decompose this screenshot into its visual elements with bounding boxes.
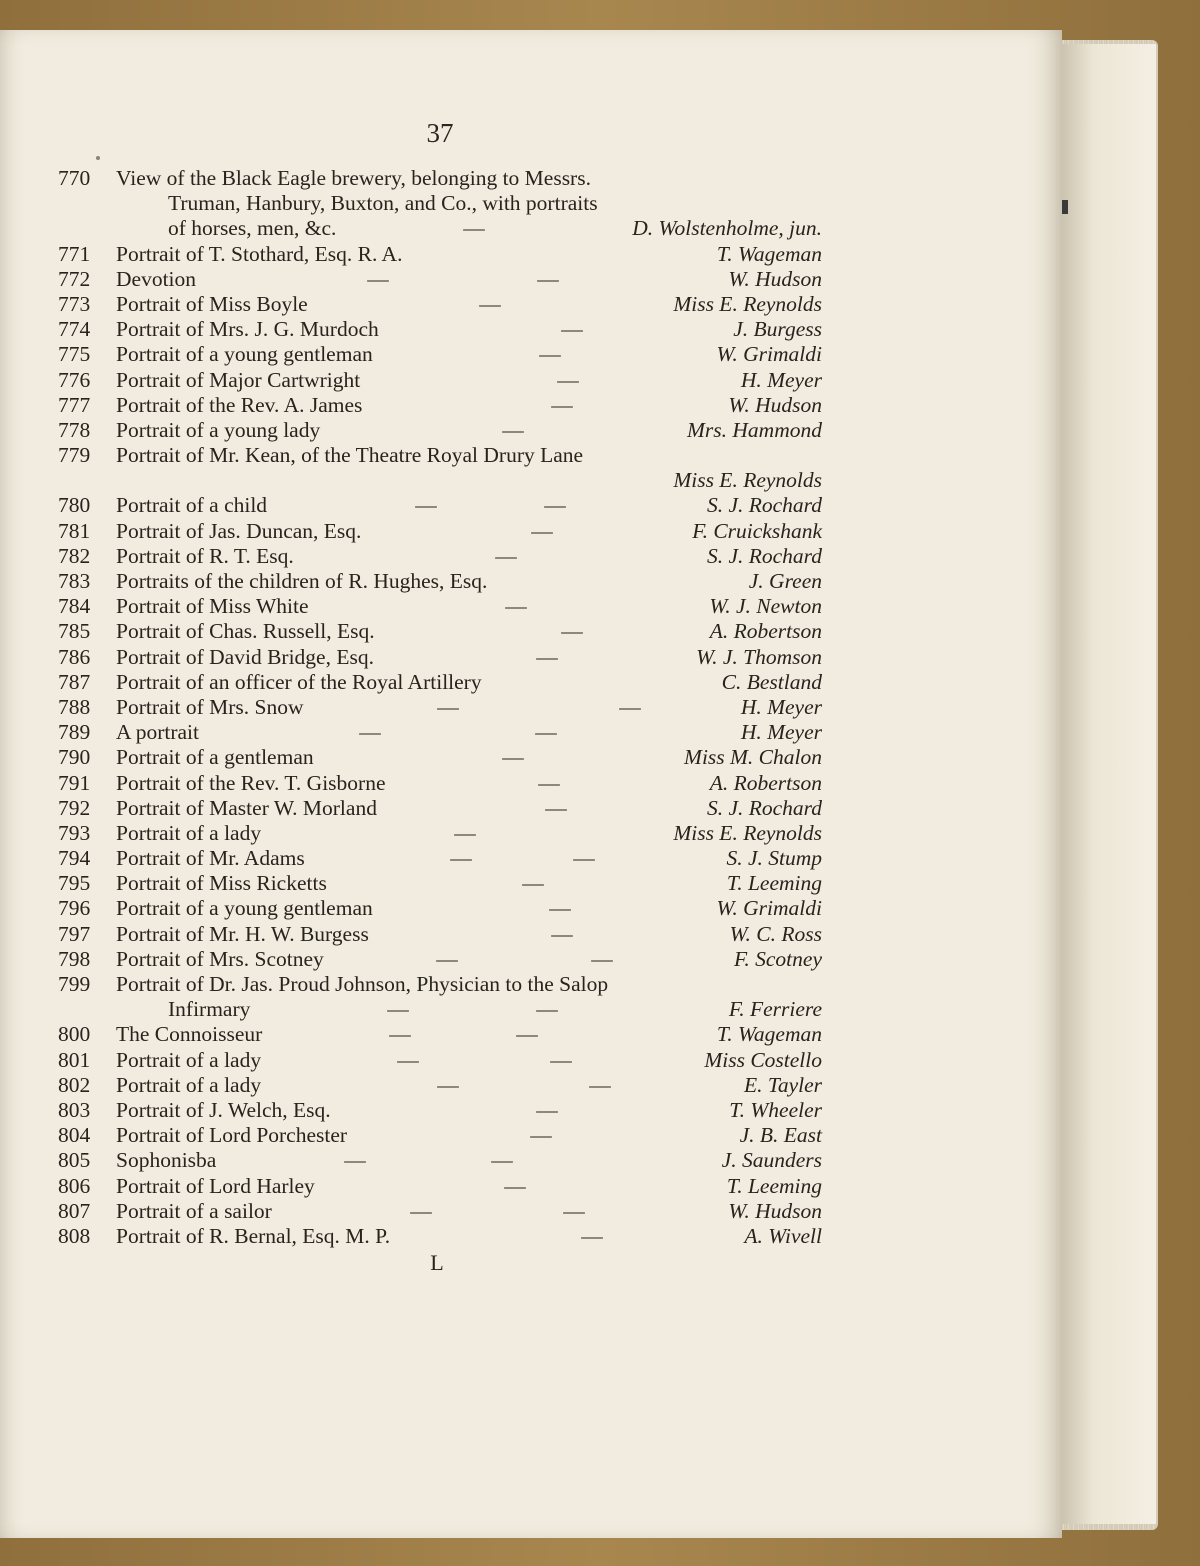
catalogue-entry: [0, 1224, 1062, 1249]
entry-artist: S. J. Stump: [726, 846, 822, 871]
entry-number: 784: [58, 594, 91, 619]
entry-title: Portrait of a young gentleman: [116, 896, 373, 921]
entry-number: 803: [58, 1097, 91, 1122]
entry-dash: —: [387, 997, 409, 1022]
entry-title: of horses, men, &c.: [168, 216, 337, 241]
catalogue-entry: [0, 317, 1062, 342]
entry-dash: —: [516, 1022, 538, 1047]
entry-artist: T. Wheeler: [729, 1097, 822, 1122]
entry-dash: —: [619, 694, 641, 719]
entry-dash: —: [530, 1123, 552, 1148]
entry-dash: —: [545, 795, 567, 820]
entry-dash: —: [504, 1173, 526, 1198]
entry-number: 774: [58, 317, 91, 342]
entry-dash: —: [502, 745, 524, 770]
catalogue-entry: [0, 519, 1062, 544]
entry-number: 806: [58, 1173, 91, 1198]
entry-number: 808: [58, 1223, 91, 1248]
entry-dash: —: [551, 392, 573, 417]
entry-artist: T. Leeming: [726, 871, 822, 896]
entry-title: Sophonisba: [116, 1148, 217, 1173]
entry-number: 792: [58, 795, 91, 820]
catalogue-entry: [0, 342, 1062, 367]
page-number: 37: [426, 118, 454, 148]
entry-artist: J. Saunders: [721, 1148, 822, 1173]
catalogue-entry: [0, 645, 1062, 670]
entry-number: 793: [58, 820, 91, 845]
entry-dash: —: [505, 594, 527, 619]
entry-artist: W. J. Thomson: [696, 644, 822, 669]
entry-title: Portrait of Major Cartwright: [116, 367, 361, 392]
entry-title: Truman, Hanbury, Buxton, and Co., with portraits: [168, 191, 598, 216]
entry-number: 807: [58, 1198, 91, 1223]
entry-dash: —: [531, 518, 553, 543]
entry-title: Portrait of Miss Ricketts: [116, 871, 327, 896]
entry-number: 776: [58, 367, 91, 392]
printer-signature: L: [430, 1250, 444, 1275]
entry-dash: —: [344, 1148, 366, 1173]
entry-number: 775: [58, 342, 91, 367]
entry-dash: —: [450, 846, 472, 871]
entry-number: 802: [58, 1072, 91, 1097]
catalogue-entry: [0, 493, 1062, 518]
entry-number: 771: [58, 241, 91, 266]
entry-dash: —: [359, 720, 381, 745]
entry-number: 786: [58, 644, 91, 669]
entry-artist: W. J. Newton: [709, 594, 822, 619]
entry-artist: T. Wageman: [716, 1022, 822, 1047]
entry-title: Portrait of an officer of the Royal Artillery: [116, 669, 482, 694]
entry-artist: W. Grimaldi: [716, 896, 822, 921]
entry-title: Portrait of T. Stothard, Esq. R. A.: [116, 241, 403, 266]
entry-number: 780: [58, 493, 91, 518]
entry-artist: S. J. Rochard: [706, 795, 822, 820]
entry-number: 795: [58, 871, 91, 896]
entry-dash: —: [557, 367, 579, 392]
entry-title: Portrait of a lady: [116, 1072, 262, 1097]
catalogue-entry: [0, 972, 1062, 997]
entry-dash: —: [536, 644, 558, 669]
entry-number: 781: [58, 518, 91, 543]
catalogue-entry: [0, 796, 1062, 821]
catalogue-entry: [0, 922, 1062, 947]
entry-title: View of the Black Eagle brewery, belonging to Messrs.: [116, 166, 591, 190]
entry-number: 798: [58, 946, 91, 971]
entry-dash: —: [522, 871, 544, 896]
entry-title: Portrait of Mrs. Scotney: [116, 946, 324, 971]
entry-dash: —: [410, 1198, 432, 1223]
entry-title: Portrait of Miss Boyle: [116, 291, 308, 316]
entry-number: 794: [58, 846, 91, 871]
entry-number: 791: [58, 770, 91, 795]
catalogue-entry: [0, 1048, 1062, 1073]
entry-artist: Miss E. Reynolds: [673, 820, 822, 845]
entry-dash: —: [561, 619, 583, 644]
entry-artist: Miss E. Reynolds: [673, 468, 822, 493]
entry-number: 773: [58, 291, 91, 316]
entry-artist: Miss M. Chalon: [684, 745, 822, 770]
catalogue-entry: [0, 166, 1062, 191]
entry-dash: —: [397, 1047, 419, 1072]
entry-number: 770: [58, 166, 91, 190]
catalogue-entries: [0, 166, 1062, 1249]
entry-title: Portrait of Mr. Kean, of the Theatre Royal Drury Lane: [116, 443, 584, 468]
catalogue-entry: [0, 468, 1062, 493]
entry-artist: A. Wivell: [744, 1223, 822, 1248]
entry-dash: —: [415, 493, 437, 518]
entry-title: Portrait of J. Welch, Esq.: [116, 1097, 331, 1122]
entry-dash: —: [536, 997, 558, 1022]
entry-title: Portrait of a lady: [116, 1047, 262, 1072]
entry-dash: —: [436, 946, 458, 971]
entry-number: 797: [58, 921, 91, 946]
catalogue-entry: [0, 1174, 1062, 1199]
catalogue-entry: [0, 896, 1062, 921]
catalogue-entry: [0, 569, 1062, 594]
entry-number: 772: [58, 266, 91, 291]
entry-number: 777: [58, 392, 91, 417]
catalogue-entry: [0, 720, 1062, 745]
entry-number: 804: [58, 1123, 91, 1148]
entry-artist: D. Wolstenholme, jun.: [632, 216, 822, 241]
catalogue-entry: [0, 594, 1062, 619]
catalogue-entry: [0, 997, 1062, 1022]
catalogue-entry: [0, 1073, 1062, 1098]
entry-number: 778: [58, 417, 91, 442]
page-block: [1060, 44, 1156, 1524]
entry-number: 800: [58, 1022, 91, 1047]
entry-artist: Miss Costello: [704, 1047, 822, 1072]
entry-artist: A. Robertson: [709, 770, 822, 795]
entry-title: Portrait of Mrs. Snow: [116, 694, 304, 719]
entry-artist: W. Grimaldi: [716, 342, 822, 367]
binding-mark: [1062, 200, 1068, 214]
catalogue-entry: [0, 418, 1062, 443]
entry-artist: F. Cruickshank: [692, 518, 822, 543]
entry-title: Portrait of Jas. Duncan, Esq.: [116, 518, 362, 543]
entry-dash: —: [495, 543, 517, 568]
entry-artist: H. Meyer: [740, 720, 822, 745]
entry-number: 805: [58, 1148, 91, 1173]
catalogue-entry: [0, 1098, 1062, 1123]
entry-dash: —: [563, 1198, 585, 1223]
entry-number: 779: [58, 443, 91, 468]
entry-artist: S. J. Rochard: [706, 543, 822, 568]
entry-dash: —: [544, 493, 566, 518]
entry-number: 799: [58, 972, 91, 996]
entry-title: Portrait of a gentleman: [116, 745, 314, 770]
entry-dash: —: [535, 720, 557, 745]
entry-dash: —: [437, 694, 459, 719]
entry-number: 789: [58, 720, 91, 745]
entry-title: Portraits of the children of R. Hughes, Esq.: [116, 569, 488, 593]
catalogue-entry: [0, 947, 1062, 972]
entry-artist: J. B. East: [739, 1123, 822, 1148]
catalogue-entry: [0, 771, 1062, 796]
entry-title: Portrait of the Rev. A. James: [116, 392, 363, 417]
entry-title: Infirmary: [168, 997, 251, 1022]
catalogue-entry: [0, 670, 1062, 695]
entry-dash: —: [538, 770, 560, 795]
entry-title: Portrait of a child: [116, 493, 268, 518]
entry-number: 790: [58, 745, 91, 770]
entry-number: 788: [58, 694, 91, 719]
entry-dash: —: [367, 266, 389, 291]
entry-artist: W. C. Ross: [729, 921, 822, 946]
entry-artist: E. Tayler: [743, 1072, 822, 1097]
catalogue-entry: [0, 695, 1062, 720]
entry-number: 783: [58, 569, 91, 593]
entry-title: Portrait of a lady: [116, 820, 262, 845]
catalogue-entry: [0, 1148, 1062, 1173]
entry-dash: —: [463, 216, 485, 241]
entry-number: 782: [58, 543, 91, 568]
entry-artist: W. Hudson: [728, 1198, 822, 1223]
catalogue-entry: [0, 292, 1062, 317]
catalogue-entry: [0, 619, 1062, 644]
entry-title: Portrait of Lord Harley: [116, 1173, 315, 1198]
entry-title: Portrait of Dr. Jas. Proud Johnson, Physician to the Salop: [116, 972, 609, 996]
entry-title: Portrait of Lord Porchester: [116, 1123, 348, 1148]
catalogue-entry: [0, 191, 1062, 216]
entry-dash: —: [437, 1072, 459, 1097]
catalogue-entry: [0, 1022, 1062, 1047]
entry-artist: Miss E. Reynolds: [673, 291, 822, 316]
catalogue-entry: [0, 242, 1062, 267]
entry-title: Portrait of the Rev. T. Gisborne: [116, 770, 386, 795]
entry-number: 801: [58, 1047, 91, 1072]
catalogue-entry: [0, 846, 1062, 871]
entry-artist: T. Leeming: [726, 1173, 822, 1198]
entry-dash: —: [549, 896, 571, 921]
catalogue-entry: [0, 393, 1062, 418]
catalogue-entry: [0, 871, 1062, 896]
entry-title: Portrait of a young gentleman: [116, 342, 373, 367]
entry-number: 785: [58, 619, 91, 644]
entry-dash: —: [551, 921, 573, 946]
catalogue-entry: [0, 443, 1062, 468]
entry-artist: H. Meyer: [740, 694, 822, 719]
catalogue-entry: [0, 368, 1062, 393]
entry-dash: —: [550, 1047, 572, 1072]
catalogue-entry: [0, 216, 1062, 241]
catalogue-entry: [0, 745, 1062, 770]
entry-title: Portrait of a sailor: [116, 1198, 272, 1223]
entry-artist: Mrs. Hammond: [687, 417, 822, 442]
entry-title: A portrait: [116, 720, 199, 745]
catalogue-entry: [0, 821, 1062, 846]
entry-title: Portrait of David Bridge, Esq.: [116, 644, 374, 669]
entry-dash: —: [502, 417, 524, 442]
entry-dash: —: [589, 1072, 611, 1097]
entry-title: Portrait of Miss White: [116, 594, 309, 619]
entry-dash: —: [539, 342, 561, 367]
entry-artist: S. J. Rochard: [706, 493, 822, 518]
entry-artist: F. Scotney: [734, 946, 822, 971]
catalogue-entry: [0, 267, 1062, 292]
entry-artist: J. Burgess: [733, 317, 822, 342]
entry-artist: C. Bestland: [721, 669, 822, 694]
entry-title: Portrait of Mr. Adams: [116, 846, 305, 871]
entry-title: Devotion: [116, 266, 197, 291]
entry-title: Portrait of Mr. H. W. Burgess: [116, 921, 369, 946]
entry-dash: —: [536, 1097, 558, 1122]
catalogue-entry: [0, 1123, 1062, 1148]
entry-artist: H. Meyer: [740, 367, 822, 392]
entry-dash: —: [591, 946, 613, 971]
ink-speck: [96, 156, 100, 160]
entry-title: The Connoisseur: [116, 1022, 263, 1047]
entry-dash: —: [479, 291, 501, 316]
entry-title: Portrait of a young lady: [116, 417, 321, 442]
entry-artist: W. Hudson: [728, 392, 822, 417]
entry-title: Portrait of R. Bernal, Esq. M. P.: [116, 1223, 391, 1248]
entry-number: 796: [58, 896, 91, 921]
catalogue-entry: [0, 1199, 1062, 1224]
entry-artist: J. Green: [748, 569, 822, 593]
entry-title: Portrait of R. T. Esq.: [116, 543, 294, 568]
entry-artist: W. Hudson: [728, 266, 822, 291]
entry-artist: T. Wageman: [716, 241, 822, 266]
entry-artist: A. Robertson: [709, 619, 822, 644]
entry-title: Portrait of Master W. Morland: [116, 795, 377, 820]
entry-dash: —: [389, 1022, 411, 1047]
entry-dash: —: [491, 1148, 513, 1173]
entry-dash: —: [561, 317, 583, 342]
entry-dash: —: [454, 820, 476, 845]
entry-number: 787: [58, 669, 91, 694]
entry-title: Portrait of Mrs. J. G. Murdoch: [116, 317, 379, 342]
entry-artist: F. Ferriere: [728, 997, 822, 1022]
entry-dash: —: [573, 846, 595, 871]
catalogue-entry: [0, 544, 1062, 569]
entry-dash: —: [581, 1223, 603, 1248]
entry-title: Portrait of Chas. Russell, Esq.: [116, 619, 375, 644]
entry-dash: —: [537, 266, 559, 291]
